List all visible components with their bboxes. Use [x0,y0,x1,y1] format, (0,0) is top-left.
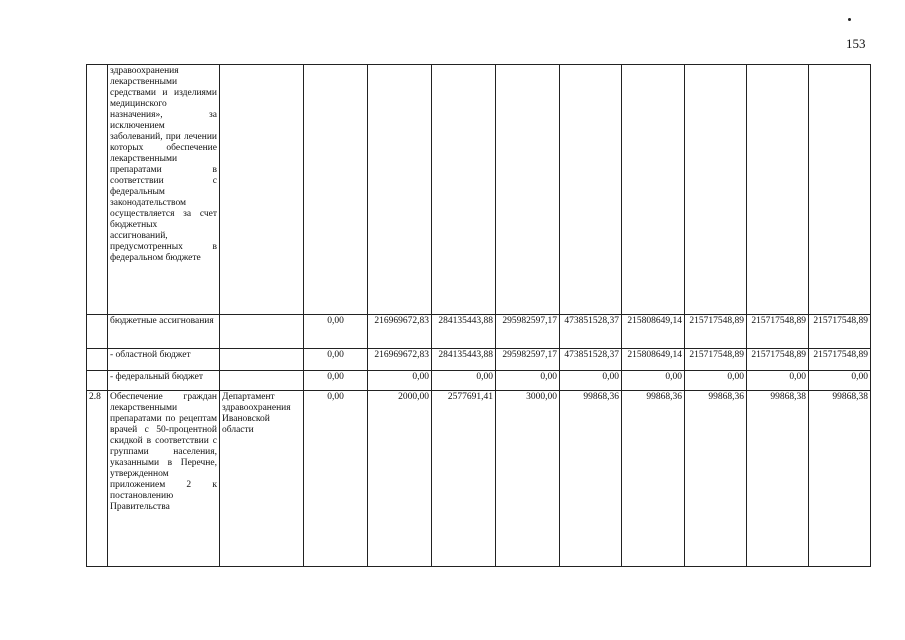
value-cell: 0,00 [304,349,368,371]
value-cell: 0,00 [304,391,368,567]
value-cell: 215808649,14 [622,315,685,349]
value-cell: 215808649,14 [622,349,685,371]
value-cell: 0,00 [304,371,368,391]
table-row-continuation [87,65,871,315]
value-cell: 215717548,89 [809,315,871,349]
row-executor [220,315,304,349]
row-number [87,65,108,315]
value-cell [560,65,622,315]
value-cell [747,65,809,315]
value-cell: 473851528,37 [560,315,622,349]
value-cell: 473851528,37 [560,349,622,371]
value-cell: 0,00 [368,371,432,391]
value-cell: 0,00 [304,315,368,349]
row-number [87,315,108,349]
value-cell: 215717548,89 [685,349,747,371]
value-cell [496,65,560,315]
value-cell: 2000,00 [368,391,432,567]
value-cell: 99868,38 [747,391,809,567]
value-cell: 216969672,83 [368,315,432,349]
row-name: Обеспечение граждан лекарственными препаратами по рецептам врачей с 50-процентной скидкой в соответствии с группами населения, указанными в Перечне, утвержденном приложением 2 к постановлению Правительства [108,391,220,567]
value-cell [368,65,432,315]
row-executor [220,371,304,391]
value-cell: 99868,38 [809,391,871,567]
page-mark [848,18,851,21]
value-cell [809,65,871,315]
value-cell: 215717548,89 [747,349,809,371]
row-name: бюджетные ассигнования [108,315,220,349]
value-cell: 215717548,89 [685,315,747,349]
value-cell: 216969672,83 [368,349,432,371]
value-cell: 295982597,17 [496,349,560,371]
value-cell [432,65,496,315]
table-row-budget-allocations [87,315,871,349]
value-cell: 3000,00 [496,391,560,567]
row-number: 2.8 [87,391,108,567]
value-cell: 0,00 [496,371,560,391]
value-cell [304,65,368,315]
value-cell: 99868,36 [685,391,747,567]
table-row-regional-budget [87,349,871,371]
table-row-federal-budget [87,371,871,391]
value-cell: 284135443,88 [432,315,496,349]
row-executor [220,349,304,371]
value-cell: 215717548,89 [809,349,871,371]
value-cell [622,65,685,315]
value-cell: 295982597,17 [496,315,560,349]
row-number [87,349,108,371]
value-cell [685,65,747,315]
value-cell: 99868,36 [622,391,685,567]
row-number [87,371,108,391]
value-cell: 0,00 [560,371,622,391]
value-cell: 0,00 [622,371,685,391]
row-executor: Департамент здравоохранения Ивановской области [220,391,304,567]
value-cell: 0,00 [747,371,809,391]
budget-table [86,64,871,567]
value-cell: 2577691,41 [432,391,496,567]
page-number: 153 [846,36,866,51]
row-executor [220,65,304,315]
value-cell: 99868,36 [560,391,622,567]
value-cell: 0,00 [432,371,496,391]
table-row-item-2-8 [87,391,871,567]
value-cell: 0,00 [809,371,871,391]
value-cell: 0,00 [685,371,747,391]
row-name: здравоохранения лекарственными средствами и изделиями медицинского назначения», за исключением заболеваний, при лечении которых обеспечение лекарственными препаратами в соответствии с федеральным законодательством осуществляется за счет бюджетных ассигнований, предусмотренных в федеральном бюджете [108,65,220,315]
value-cell: 284135443,88 [432,349,496,371]
row-name: - областной бюджет [108,349,220,371]
row-name: - федеральный бюджет [108,371,220,391]
value-cell: 215717548,89 [747,315,809,349]
